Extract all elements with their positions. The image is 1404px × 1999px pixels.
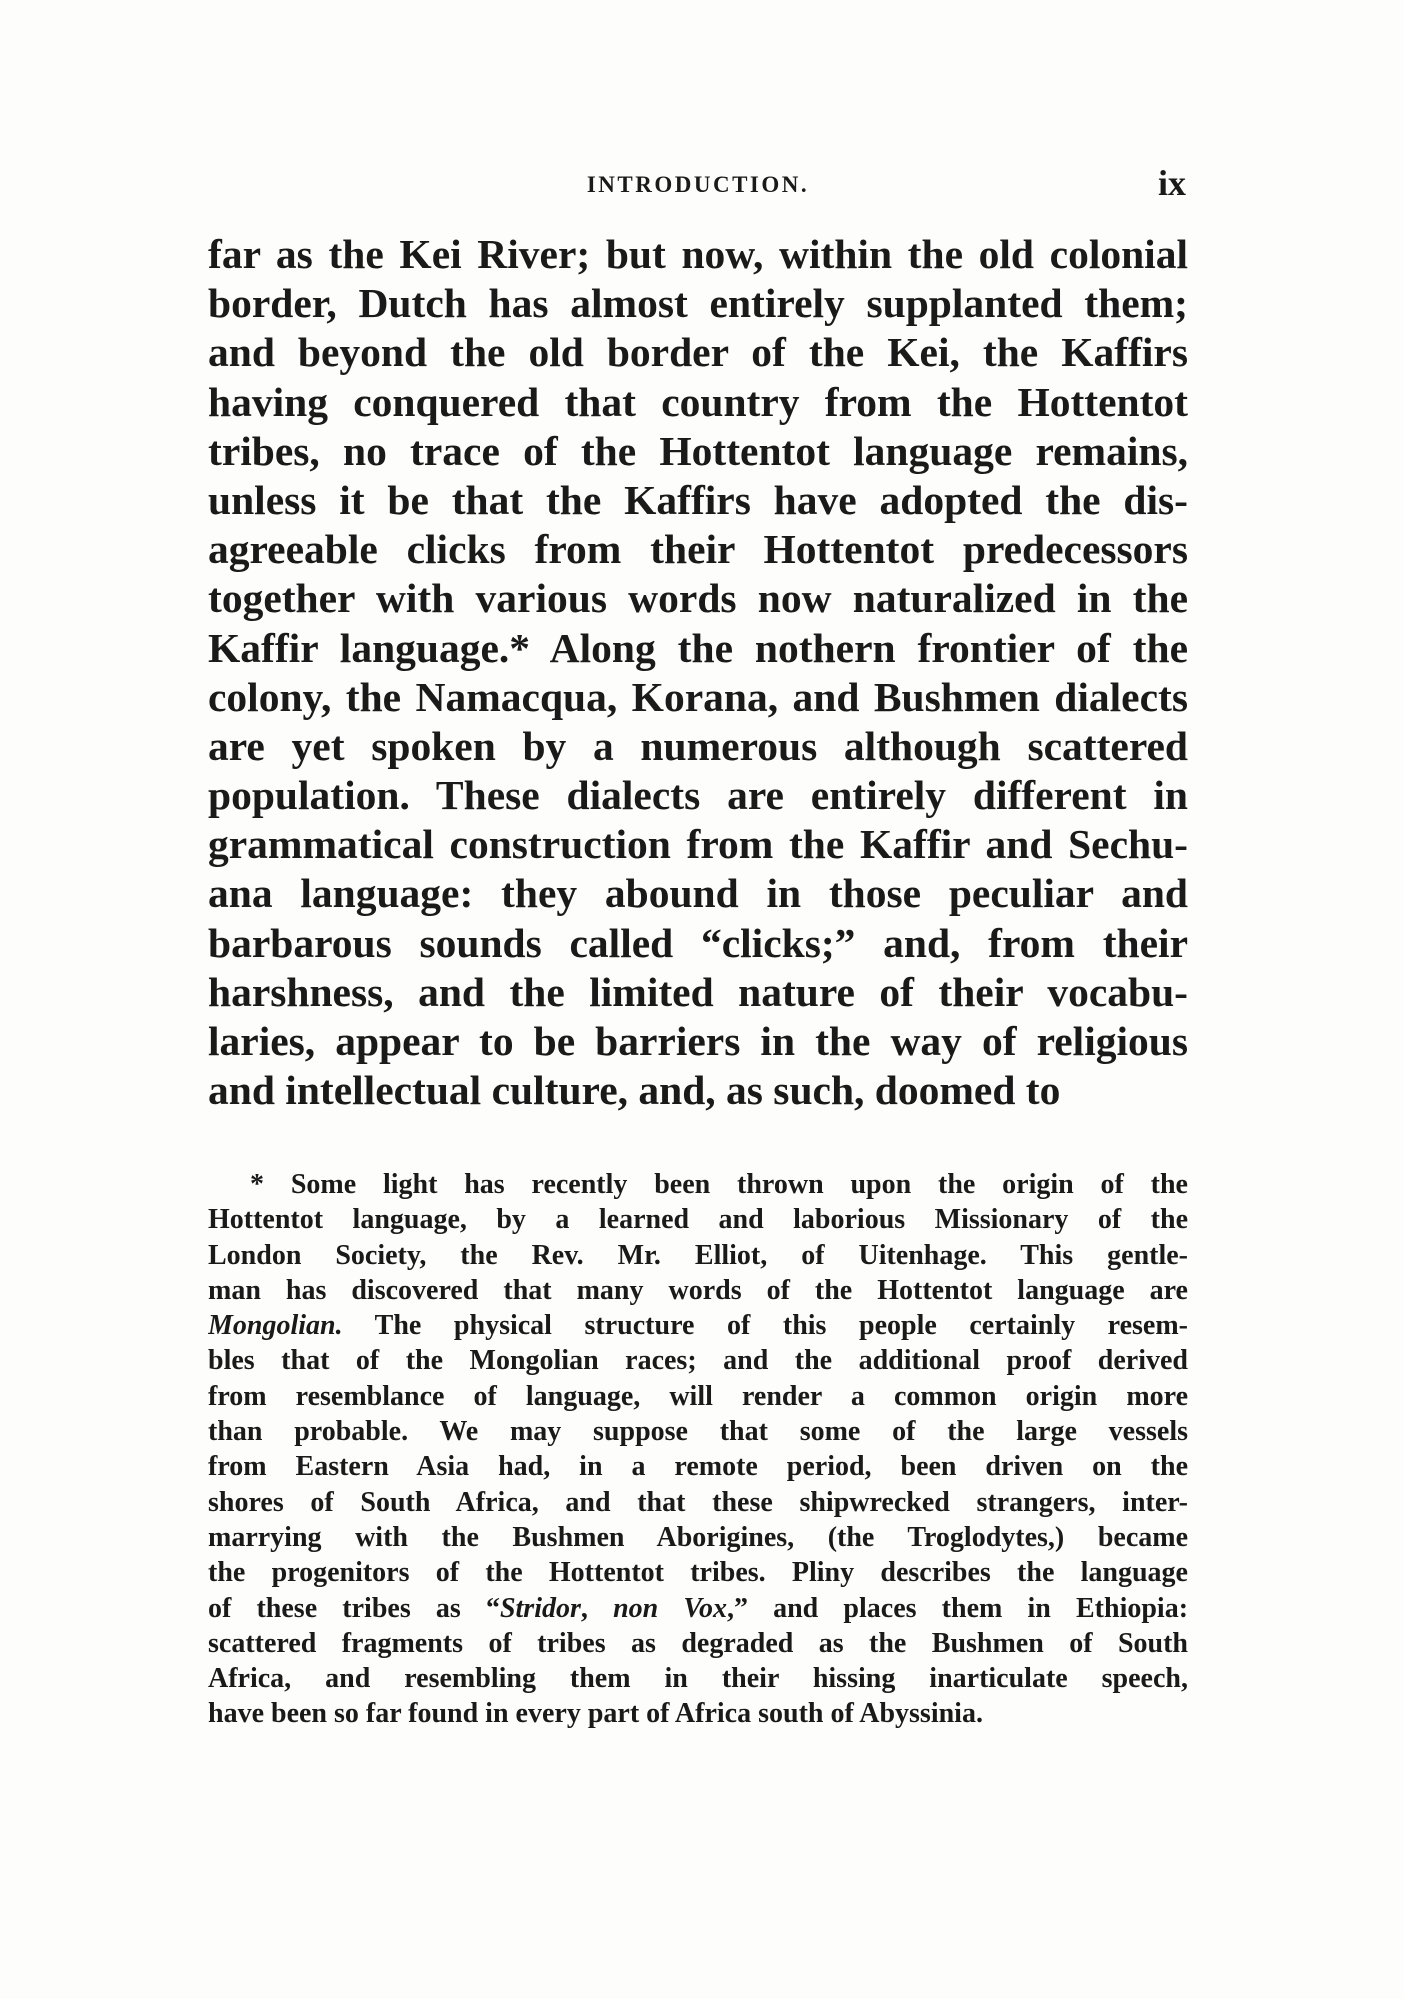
text-line: harshness, and the limited nature of their vocabu-: [208, 968, 1188, 1015]
text-line: and beyond the old border of the Kei, the Kaffirs: [208, 329, 1188, 376]
footnote-line: scattered fragments of tribes as degraded as the Bushmen of South: [208, 1627, 1188, 1659]
main-text: [208, 230, 1188, 1115]
footnote-line: from resemblance of language, will render a common origin more: [208, 1380, 1188, 1412]
text-line: are yet spoken by a numerous although scattered: [208, 722, 1188, 769]
footnote-line: Hottentot language, by a learned and laborious Missionary of the: [208, 1204, 1188, 1236]
footnote-line-text: ,” and places them in Ethiopia:: [726, 1592, 1188, 1624]
text-line: together with various words now naturalized in the: [208, 575, 1188, 622]
page-header: [208, 163, 1188, 208]
footnote-line: Africa, and resembling them in their hissing inarticulate speech,: [208, 1663, 1188, 1695]
footnote-line-text: ,: [580, 1592, 614, 1624]
footnote-line: [208, 1308, 1188, 1343]
text-line: grammatical construction from the Kaffir and Sechu-: [208, 821, 1188, 868]
text-line: population. These dialects are entirely different in: [208, 772, 1188, 819]
footnote-italic-term: Mongolian.: [208, 1310, 343, 1342]
footnote: [208, 1167, 1188, 1732]
text-line: agreeable clicks from their Hottentot predecessors: [208, 526, 1188, 573]
footnote-line: than probable. We may suppose that some of the large vessels: [208, 1416, 1188, 1448]
footnote-line-text: The physical structure of this people certainly resem-: [342, 1310, 1188, 1342]
text-line: far as the Kei River; but now, within the old colonial: [208, 231, 1188, 277]
text-line: unless it be that the Kaffirs have adopted the dis-: [208, 476, 1188, 523]
footnote-line: shores of South Africa, and that these shipwrecked strangers, inter-: [208, 1486, 1188, 1518]
text-line: barbarous sounds called “clicks;” and, from their: [208, 919, 1188, 966]
footnote-line: bles that of the Mongolian races; and the additional proof derived: [208, 1345, 1188, 1377]
footnote-line: * Some light has recently been thrown upon the origin of the: [250, 1169, 1188, 1200]
text-line: having conquered that country from the Hottentot: [208, 378, 1188, 425]
footnote-line: London Society, the Rev. Mr. Elliot, of Uitenhage. This gentle-: [208, 1239, 1188, 1271]
footnote-line-text: of these tribes as “: [208, 1592, 500, 1624]
footnote-line: marrying with the Bushmen Aborigines, (the Troglodytes,) became: [208, 1521, 1188, 1553]
running-head: INTRODUCTION.: [586, 172, 810, 197]
text-line: laries, appear to be barriers in the way of religious: [208, 1018, 1188, 1064]
text-line: and intellectual culture, and, as such, doomed to: [208, 1067, 1061, 1114]
footnote-italic-term: non Vox: [613, 1592, 727, 1624]
text-line: Kaffir language.* Along the nothern frontier of the: [208, 624, 1188, 671]
text-line: ana language: they abound in those peculiar and: [208, 870, 1188, 917]
footnote-line: from Eastern Asia had, in a remote period, been driven on the: [208, 1451, 1188, 1483]
text-line: colony, the Namacqua, Korana, and Bushmen dialects: [208, 673, 1188, 720]
text-line: border, Dutch has almost entirely supplanted them;: [208, 280, 1188, 327]
footnote-line: [208, 1591, 1188, 1626]
footnote-line: the progenitors of the Hottentot tribes. Pliny describes the language: [208, 1557, 1188, 1589]
page-number: ix: [1157, 163, 1186, 203]
footnote-italic-term: Stridor: [499, 1592, 581, 1624]
text-line: tribes, no trace of the Hottentot language remains,: [208, 427, 1188, 474]
footnote-line: have been so far found in every part of Africa south of Abyssinia.: [208, 1698, 983, 1730]
footnote-line: man has discovered that many words of the Hottentot language are: [208, 1274, 1188, 1306]
